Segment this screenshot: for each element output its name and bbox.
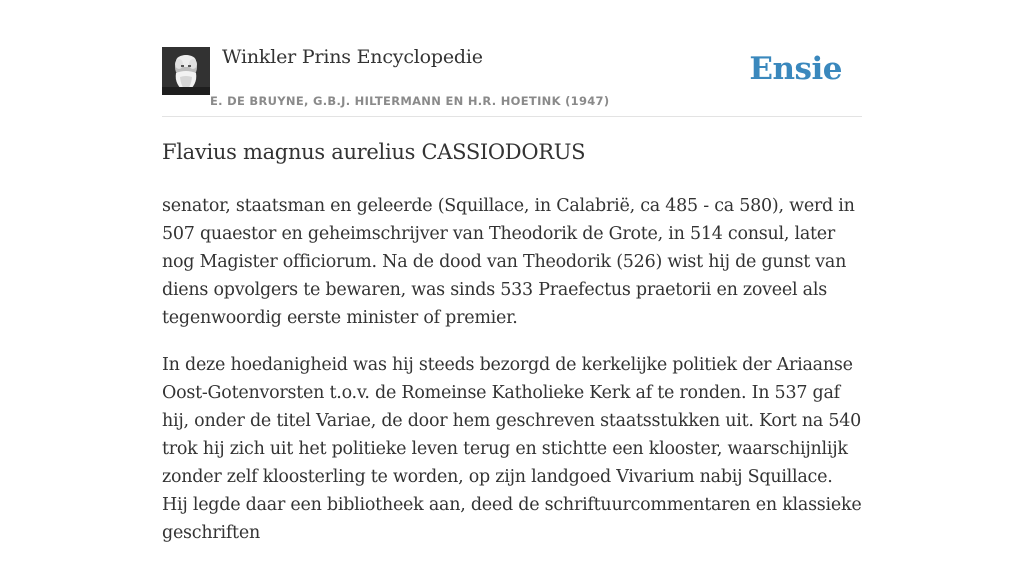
source-header: [162, 40, 862, 117]
article-paragraph: senator, staatsman en geleerde (Squillace, in Calabrië, ca 485 - ca 580), werd in 507 quaestor en geheimschrijver van Theodorik de Grote, in 514 consul, later nog Magister officiorum. Na de dood van Theodorik (526) wist hij de gunst van diens opvolgers te bewaren, was sinds 533 Praefectus praetorii en zoveel als tegenwoordig eerste minister of premier.: [162, 196, 855, 328]
bearded-portrait-icon: [162, 47, 210, 95]
article-paragraph: In deze hoedanigheid was hij steeds bezorgd de kerkelijke politiek der Ariaanse Oost-Gotenvorsten t.o.v. de Romeinse Katholieke Kerk af te ronden. In 537 gaf hij, onder de titel Variae, de door hem geschreven staatsstukken uit. Kort na 540 trok hij zich uit het politieke leven terug en stichtte een klooster, waarschijnlijk zonder zelf kloosterling te worden, op zijn landgoed Vivarium nabij Squillace. Hij legde daar een bibliotheek aan, deed de schriftuurcommentaren en klassieke geschriften: [162, 355, 862, 543]
article-title: Flavius magnus aurelius CASSIODORUS: [162, 140, 586, 164]
source-avatar[interactable]: [162, 47, 210, 95]
ensie-logo[interactable]: Ensie: [749, 51, 842, 87]
article-body: [162, 192, 862, 566]
source-authors: E. DE BRUYNE, G.B.J. HILTERMANN EN H.R. HOETINK (1947): [210, 94, 610, 108]
source-title[interactable]: Winkler Prins Encyclopedie: [222, 46, 483, 68]
